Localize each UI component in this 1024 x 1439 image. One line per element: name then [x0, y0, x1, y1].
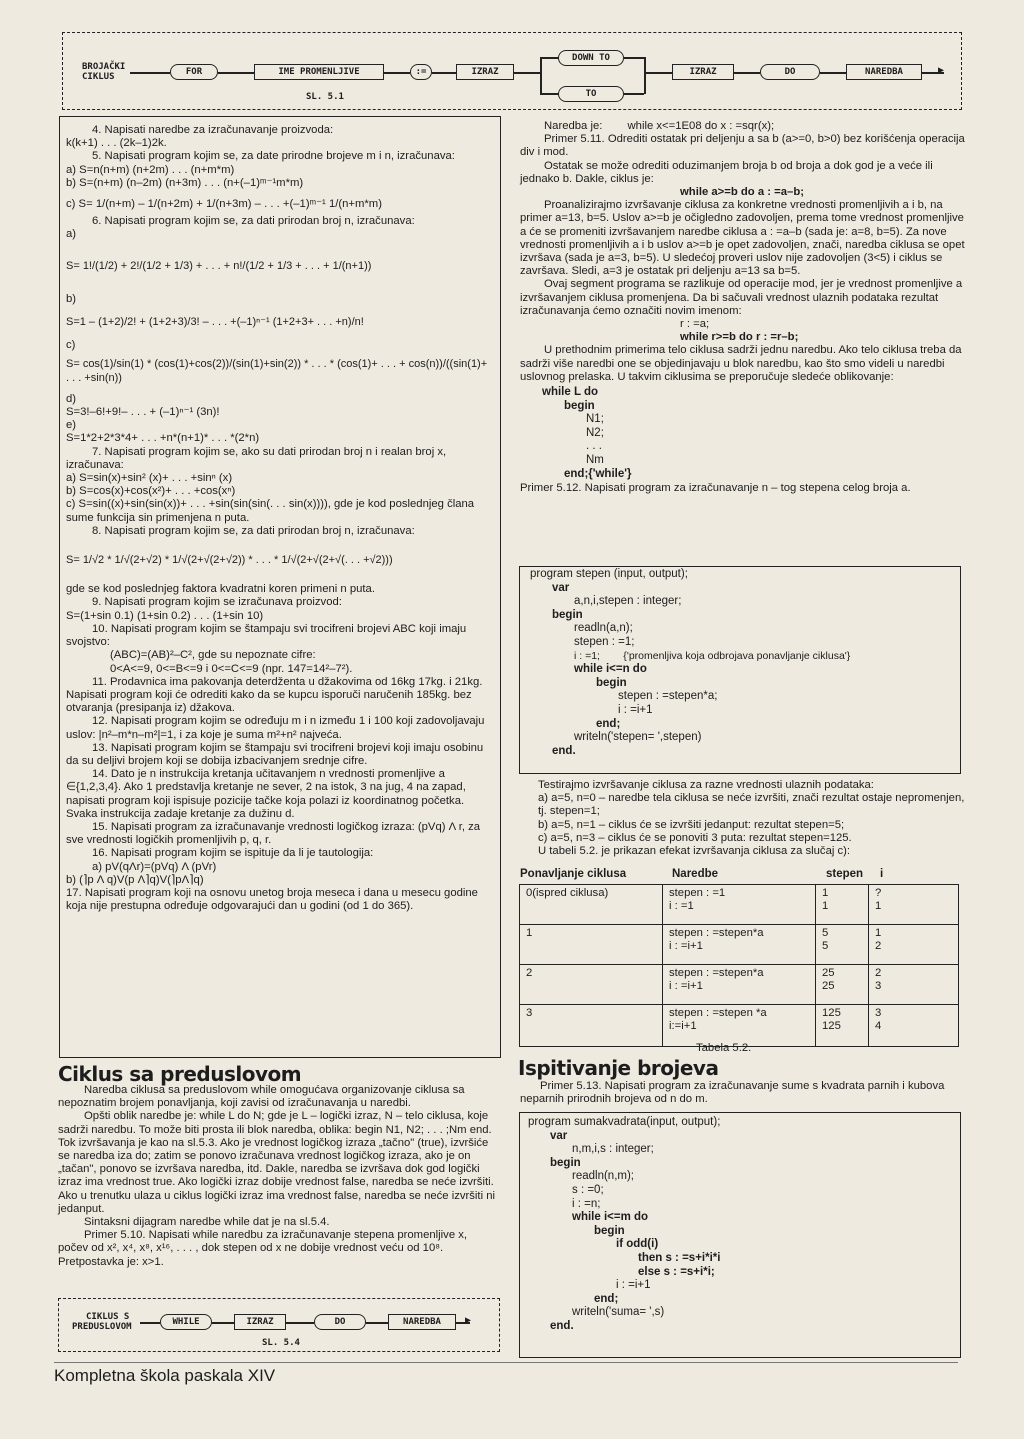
for-keyword: FOR [170, 64, 218, 80]
arrow-end-icon-2: ▶ [465, 1315, 472, 1326]
diagram-label: BROJAČKI CIKLUS [82, 62, 126, 82]
naredba-box-2: NAREDBA [388, 1314, 456, 1330]
block-example: while L do begin N1; N2; . . . Nm end;{'while'} [542, 386, 632, 480]
code-stepen: program stepen (input, output); var a,n,i,stepen : integer; begin readln(a,n); stepen : =1; i : =1; {'promenljiva koja odbrojava ponavljanje ciklusa'} while i<=n do begin stepen : =stepen*a; i : =i+1 end; writeln('stepen= ',stepen) end. [530, 568, 851, 757]
do-keyword: DO [760, 64, 820, 80]
primer-5-13: Primer 5.13. Napisati program za izračunavanje sume s kvadrata parnih i kubova neparnih prirodnih brojeva od n do m. [520, 1080, 945, 1106]
table-row: 0(ispred ciklusa) stepen : =1 i : =1 1 1 ? 1 [520, 885, 959, 925]
izraz-box-2: IZRAZ [672, 64, 734, 80]
right-column-text: Naredba je: while x<=1E08 do x : =sqr(x); Primer 5.11. Odrediti ostatak pri deljenju a sa b (a>=0, b>0) bez korišćenja operacija div i mod. Ostatak se može odrediti oduzimanjem broja b od broja a dok god je a veće ili jednako b. Dakle, ciklus je: while a>=b do a : =a–b; Proanalizirajmo izvršavanje ciklusa za konkretne vrednosti promenljivih a i b, na primer a=13, b=5. Uslov a>=b je očigledno zadovoljen, prema tome vrednost promenljive a će se promeniti izvršavanjem naredbe ciklusa a : =a–b (sada je: a=8, b=5). Za nove vrednosti promenljivih a i b uslov a>=b je opet zadovoljen, znači, naredba ciklusa se opet izvršava (sada je a=3, b=5). U sledećoj proveri uslov nije zadovoljen (3<5) i ciklus se završava. Sledi, a=3 je ostatak pri deljenju a=13 sa b=5. Ovaj segment programa se razlikuje od operacije mod, jer je vrednost promenljive a izvršavanjem ciklusa promenjena. Da bi sačuvali vrednost ulaznih podataka rezultat izračunavanja ćemo označiti novim imenom: r : =a; while r>=b do r : =r–b; U prethodnim primerima telo ciklusa sadrži jednu naredbu. Ako telo ciklusa treba da sadrži više naredbi one se objedinjavaju u blok naredbu, kao što smo videli u naredbi uslovnog prelaska. U takvim ciklusima se preporučuje sledeće oblikovanje: while L do begin N1; N2; . . . Nm end;{'while'} Primer 5.12. Napisati program za izračunavanje n – tog stepena celog broja a. [520, 120, 965, 495]
izraz-box-3: IZRAZ [234, 1314, 286, 1330]
arrow-end-icon: ▶ [938, 65, 945, 76]
test-paragraph: Testirajmo izvršavanje ciklusa za razne vrednosti ulaznih podataka: a) a=5, n=0 – naredbe tela ciklusa se neće izvršiti, znači rezultat ostaje nepromenjen, tj. stepen=1; b) a=5, n=1 – ciklus će se izvršiti jedanput: rezultat stepen=5; c) a=5, n=3 – ciklus će se ponoviti 3 puta: rezultat stepen=125. U tabeli 5.2. je prikazan efekat izvršavanja ciklusa za slučaj c): [538, 779, 965, 858]
do-keyword-2: DO [314, 1314, 366, 1330]
while-keyword: WHILE [160, 1314, 212, 1330]
table-row: 3 stepen : =stepen *a i:=i+1 125 125 3 4 [520, 1005, 959, 1047]
section-heading-ispitivanje: Ispitivanje brojeva [518, 1056, 719, 1080]
table-caption: Tabela 5.2. [696, 1042, 752, 1054]
assign-symbol: := [410, 64, 432, 80]
downto-keyword: DOWN TO [558, 50, 624, 66]
ciklus-text: Naredba ciklusa sa preduslovom while omogućava organizovanje ciklusa sa nepoznatim brojem ponavljanja, koji zavisi od izračunavanja u naredbi. Opšti oblik naredbe je: while L do N; gde je L – logički izraz, N – telo ciklusa, koje sadrži naredbu. To može biti prosta ili blok naredba, oblika: begin N1, N2; . . . ;Nm end. Tok izvršavanja je kao na sl.5.3. Ako je vrednost logičkog izraza „tačno" (true), izvršiće se naredba iza do; zatim se ponovo izračunava vrednost logičkog izraza, ako je on „tačan", ponovo se izvršava naredba, itd. Dakle, naredba se izvršava dok god logički izraz ima vrednost true. Ako logički izraz dobije vrednost false, naredba se neće izvršiti. Ako u trenutku ulaza u ciklus logički izraz ima vrednost false, naredba se neće izvršiti ni jedanput. Sintaksni dijagram naredbe while dat je na sl.5.4. Primer 5.10. Napisati while naredbu za izračunavanje stepena promenljive x, počev od x², x⁴, x⁸, x¹⁶, . . . , dok stepen od x ne dobije vrednost veću od 10⁸. Pretpostavka je: x>1. [58, 1084, 496, 1268]
diagram2-label: CIKLUS S PREDUSLOVOM [72, 1312, 132, 1332]
izraz-box-1: IZRAZ [456, 64, 514, 80]
to-keyword: TO [558, 86, 624, 102]
table-row: 1 stepen : =stepen*a i : =i+1 5 5 1 2 [520, 925, 959, 965]
code-sumakvadrata: program sumakvadrata(input, output); var n,m,i,s : integer; begin readln(n,m); s : =0; i : =n; while i<=m do begin if odd(i) then s : =s+i*i*i else s : =s+i*i; i : =i+1 end; writeln('suma= ',s) end. [528, 1116, 721, 1332]
ime-promenljive-box: IME PROMENLJIVE [254, 64, 384, 80]
table-5-2 [519, 884, 959, 1047]
exercises-text: 4. Napisati naredbe za izračunavanje proizvoda: k(k+1) . . . (2k–1)2k. 5. Napisati program kojim se, za date prirodne brojeve m i n, izračunava: a) S=n(n+m) (n+2m) . . . (n+m*m) b) S=(n+m) (n–2m) (n+3m) . . . (n+(–1)ᵐ⁻¹m*m) c) S= 1/(n+m) – 1/(n+2m) + 1/(n+3m) – . . . +(–1)ᵐ⁻¹ 1/(n+m*m) 6. Napisati program kojim se, za dati prirodan broj n, izračunava: a) S= 1!/(1/2) + 2!/(1/2 + 1/3) + . . . + n!/(1/2 + 1/3 + . . . + 1/(n+1)) b) S=1 – (1+2)/2! + (1+2+3)/3! – . . . +(–1)ⁿ⁻¹ (1+2+3+ . . . +n)/n! c) S= cos(1)/sin(1) * (cos(1)+cos(2))/(sin(1)+sin(2)) * . . . * (cos(1)+ . . . + cos(n))/((sin(1)+ . . . +sin(n)) d) S=3!–6!+9!– . . . + (–1)ⁿ⁻¹ (3n)! e) S=1*2+2*3*4+ . . . +n*(n+1)* . . . *(2*n) 7. Napisati program kojim se, ako su dati prirodan broj n i realan broj x, izračunava: a) S=sin(x)+sin² (x)+ . . . +sinⁿ (x) b) S=cos(x)+cos(x²)+ . . . +cos(xⁿ) c) S=sin((x)+sin(sin(x))+ . . . +sin(sin(sin(. . . sin(x)))), gde je kod poslednjeg člana sume funkcija sin primenjena n puta. 8. Napisati program kojim se, za dati prirodan broj n, izračunava: S= 1/√2 * 1/√(2+√2) * 1/√(2+√(2+√2)) * . . . * 1/√(2+√(2+√(. . . +√2))) gde se kod poslednjeg faktora kvadratni koren primeni n puta. 9. Napisati program kojim se izračunava proizvod: S=(1+sin 0.1) (1+sin 0.2) . . . (1+sin 10) 10. Napisati program kojim se štampaju svi trocifreni brojevi ABC koji imaju svojstvo: (ABC)=(AB)²–C², gde su nepoznate cifre: 0<A<=9, 0<=B<=9 i 0<=C<=9 (npr. 147=14²–7²). 11. Prodavnica ima pakovanja deterdženta u džakovima od 16kg 17kg. i 21kg. Napisati program koji će odrediti kako da se kupcu isporuči naručenih 185kg. bez otvaranja (presipanja iz) džakova. 12. Napisati program kojim se određuju m i n između 1 i 100 koji zadovoljavaju uslov: |n²–m*n–m²|=1, i za koje je suma m²+n² najveća. 13. Napisati program kojim se štampaju svi trocifreni brojevi koji imaju osobinu da su deljivi brojem koji se dobija izbacivanjem srednje cifre. 14. Dato je n instrukcija kretanja učitavanjem n vrednosti promenljive a ∈{1,2,3,4}. Ako 1 predstavlja kretanje ne sever, 2 na istok, 3 na jug, 4 na zapad, napisati program koji ispisuje pozicije tačke koja polazi iz koordinatnog početka. Svaka instrukcija zadaje kretanje za dužinu d. 15. Napisati program za izračunavanje vrednosti logičkog izraza: (pVq) Λ r, za sve vrednosti logičkih promenljivih p, q, r. 16. Napisati program kojim se ispituje da li je tautologija: a) pV(qΛr)=(pVq) Λ (pVr) b) (⌉p Λ q)V(p Λ⌉q)V(⌉pΛ⌉q) 17. Napisati program koji na osnovu unetog broja meseca i dana u mesecu godine koja nije prestupna određuje odgovarajući dan u godini (od 1 do 365). [66, 124, 488, 913]
figure-caption-5-1: SL. 5.1 [306, 92, 344, 102]
page-footer: Kompletna škola paskala XIV [54, 1366, 276, 1385]
naredba-box: NAREDBA [846, 64, 922, 80]
section-heading-ciklus: Ciklus sa preduslovom [58, 1062, 302, 1086]
figure-caption-5-4: SL. 5.4 [262, 1338, 300, 1348]
table-row: 2 stepen : =stepen*a i : =i+1 25 25 2 3 [520, 965, 959, 1005]
